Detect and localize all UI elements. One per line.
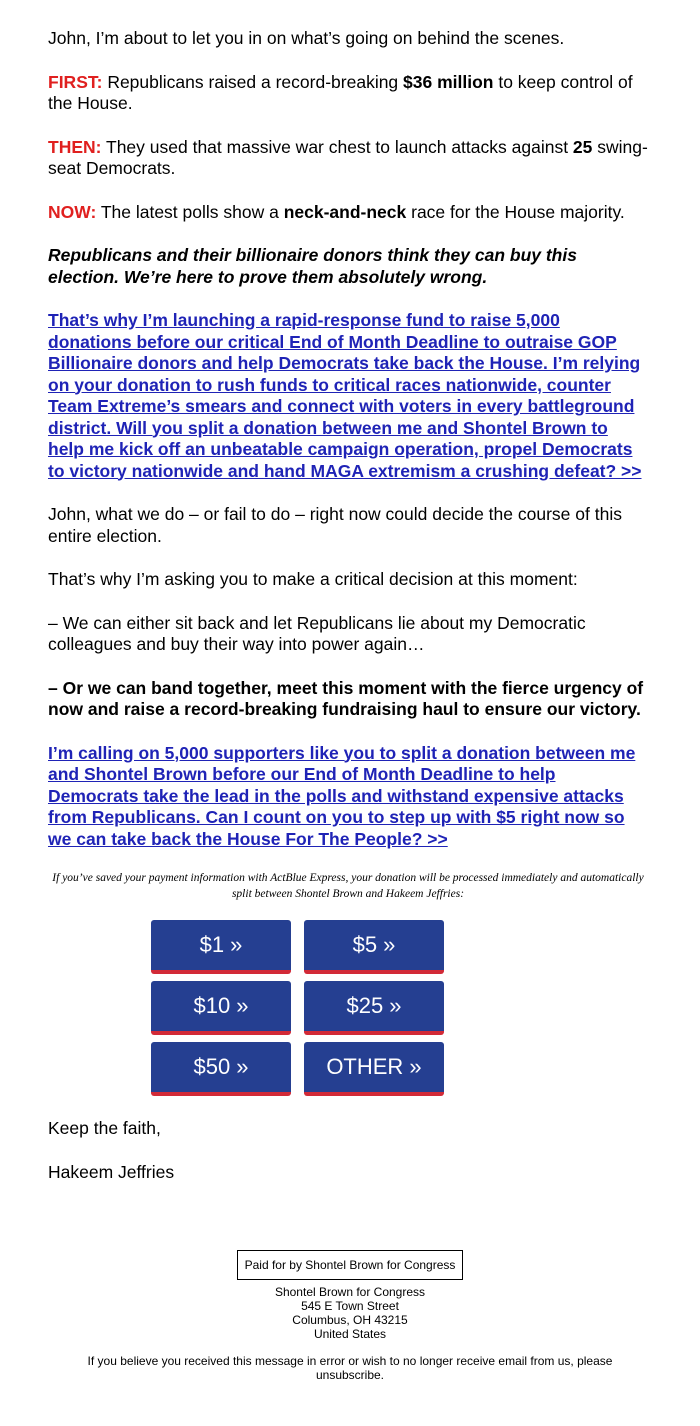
then-paragraph — [48, 137, 648, 180]
donate-link-2[interactable]: I’m calling on 5,000 supporters like you to split a donation between me and Shontel Brown before our End of Month Deadline to help Democrats take the lead in the polls and withstand expensive attacks from Republicans. Can I count on you to step up with $5 right now so we can take back the House For The People? >> — [48, 742, 636, 849]
then-bold: 25 — [572, 136, 593, 157]
address-line: United States — [313, 1327, 387, 1341]
italic-statement: Republicans and their billionaire donors think they can buy this election. We’re here to prove them absolutely wrong. — [48, 245, 577, 287]
first-bold: $36 million — [403, 71, 494, 92]
then-text-b: swing-seat Democrats. — [48, 136, 648, 178]
donate-5-button[interactable]: $5 » — [304, 920, 444, 974]
option-a-paragraph: – We can either sit back and let Republicans lie about my Democratic colleagues and buy their way into power again… — [48, 612, 586, 654]
first-paragraph — [48, 72, 648, 115]
donation-button-grid — [151, 920, 451, 1096]
now-bold: neck-and-neck — [283, 201, 407, 222]
decide-paragraph: John, what we do – or fail to do – right now could decide the course of this entire election. — [48, 504, 622, 546]
first-text-b: to keep control of the House. — [48, 71, 633, 113]
then-text-a: They used that massive war chest to launch attacks against — [101, 136, 573, 157]
donate-50-button[interactable]: $50 » — [151, 1042, 291, 1096]
address-block — [0, 1285, 700, 1341]
then-label: THEN: — [48, 136, 102, 157]
address-line: Shontel Brown for Congress — [274, 1285, 426, 1299]
first-text-a: Republicans raised a record-breaking — [102, 71, 404, 92]
address-line: Columbus, OH 43215 — [292, 1313, 408, 1327]
signature: Hakeem Jeffries — [48, 1161, 175, 1182]
first-label: FIRST: — [48, 71, 103, 92]
unsubscribe-text[interactable]: If you believe you received this message in error or wish to no longer receive email from us, please unsubscribe. — [87, 1354, 613, 1382]
donate-10-button[interactable]: $10 » — [151, 981, 291, 1035]
now-paragraph — [48, 202, 648, 224]
option-b-paragraph: – Or we can band together, meet this moment with the fierce urgency of now and raise a record-breaking fundraising haul to ensure our victory. — [48, 677, 644, 719]
intro-paragraph: John, I’m about to let you in on what’s going on behind the scenes. — [48, 28, 565, 48]
footer — [0, 1250, 700, 1382]
ask-paragraph: That’s why I’m asking you to make a critical decision at this moment: — [48, 569, 578, 589]
now-label: NOW: — [48, 201, 97, 222]
address-line: 545 E Town Street — [301, 1299, 399, 1313]
donate-link-1[interactable]: That’s why I’m launching a rapid-response fund to raise 5,000 donations before our critical End of Month Deadline to outraise GOP Billionaire donors and help Democrats take back the House. I’m relying on your donation to rush funds to critical races nationwide, counter Team Extreme’s smears and connect with voters in every battleground district. Will you split a donation between me and Shontel Brown to help me kick off an unbeatable campaign operation, propel Democrats to victory nationwide and hand MAGA extremism a crushing defeat? >> — [48, 310, 642, 481]
actblue-note: If you’ve saved your payment information with ActBlue Express, your donation will be processed immediately and automatically split between Shontel Brown and Hakeem Jeffries: — [52, 872, 644, 900]
signoff: Keep the faith, — [48, 1118, 161, 1138]
now-text-b: race for the House majority. — [406, 201, 625, 222]
donate-25-button[interactable]: $25 » — [304, 981, 444, 1035]
paid-for-box: Paid for by Shontel Brown for Congress — [237, 1250, 464, 1280]
donate-1-button[interactable]: $1 » — [151, 920, 291, 974]
email-body — [48, 28, 648, 1205]
donate-other-button[interactable]: OTHER » — [304, 1042, 444, 1096]
now-text-a: The latest polls show a — [96, 201, 284, 222]
